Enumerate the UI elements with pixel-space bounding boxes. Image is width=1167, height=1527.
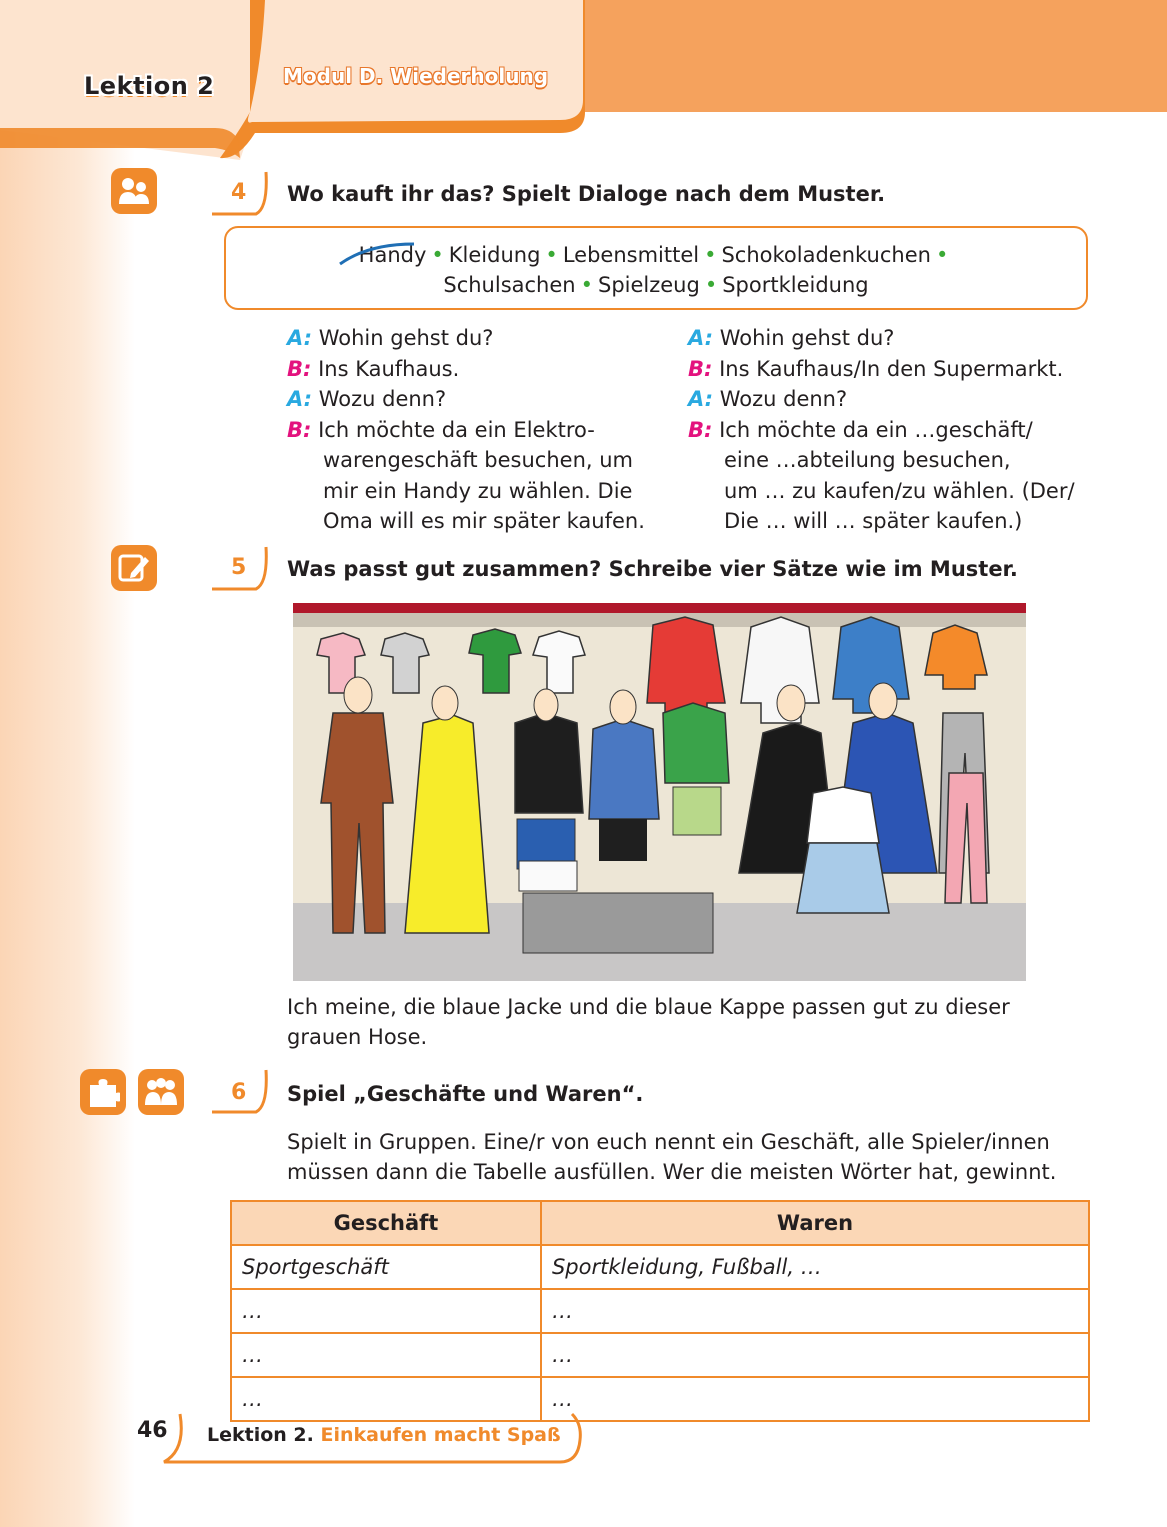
pair-work-icon — [111, 168, 157, 214]
column-header: Waren — [541, 1201, 1089, 1245]
task5-example — [287, 992, 1010, 1052]
task-number: 6 — [231, 1080, 247, 1105]
table-cell: Sportgeschäft — [231, 1245, 541, 1289]
table-cell: Sportkleidung, Fußball, … — [541, 1245, 1089, 1289]
group-work-icon — [138, 1069, 184, 1115]
example-line: Ich meine, die blaue Jacke und die blaue Kappe passen gut zu dieser — [287, 995, 1010, 1019]
instruction-line: müssen dann die Tabelle ausfüllen. Wer die meisten Wörter hat, gewinnt. — [287, 1160, 1057, 1184]
dialog-line: B: Ins Kaufhaus. — [287, 356, 460, 381]
dialog-line: A: Wozu denn? — [688, 387, 848, 411]
word: Spielzeug — [597, 273, 700, 297]
dialog-line: B: Ins Kaufhaus/In den Supermarkt. — [688, 356, 1064, 381]
left-margin-band — [0, 0, 135, 1527]
task6-instructions — [287, 1127, 1056, 1187]
dialog-line: eine …abteilung besuchen, — [724, 448, 1011, 472]
puzzle-icon — [80, 1069, 126, 1115]
dialog-line: B: Ich möchte da ein Elektro- — [287, 417, 595, 442]
dialog-line: A: Wohin gehst du? — [287, 326, 494, 350]
top-header-band — [585, 0, 1167, 112]
dialog-line: warengeschäft besuchen, um — [323, 448, 633, 472]
writing-icon — [111, 545, 157, 591]
footer-lesson-title: Einkaufen macht Spaß — [320, 1424, 561, 1446]
dialog-line: um … zu kaufen/zu wählen. (Der/ — [724, 478, 1075, 503]
clothing-store-illustration — [293, 603, 1026, 981]
word: Lebensmittel — [562, 243, 700, 267]
dialog-line: Oma will es mir später kaufen. — [323, 509, 645, 533]
dialog-line: mir ein Handy zu wählen. Die — [323, 478, 633, 503]
word-line-2: Schulsachen • Spielzeug • Sportkleidung — [443, 273, 869, 297]
dialog-line: A: Wohin gehst du? — [688, 326, 895, 350]
dialog-line: Die … will … später kaufen.) — [724, 509, 1023, 533]
task-number: 5 — [231, 555, 247, 580]
dialog-left — [287, 323, 645, 537]
page-number: 46 — [137, 1418, 168, 1443]
example-line: grauen Hose. — [287, 1025, 428, 1049]
dialog-right — [688, 323, 1075, 537]
column-header: Geschäft — [231, 1201, 541, 1245]
table-row — [231, 1333, 1089, 1377]
table-row — [231, 1289, 1089, 1333]
dialog-line: B: Ich möchte da ein …geschäft/ — [688, 417, 1033, 442]
table-header-row — [231, 1201, 1089, 1245]
table-cell: … — [541, 1333, 1089, 1377]
table-cell: … — [541, 1377, 1089, 1421]
word: Schokoladenkuchen — [721, 243, 931, 267]
word: Kleidung — [448, 243, 541, 267]
table-row — [231, 1245, 1089, 1289]
word: Sportkleidung — [722, 273, 869, 297]
lektion-badge: Lektion 2 — [84, 72, 215, 100]
task-number: 4 — [231, 180, 247, 205]
instruction-line: Spielt in Gruppen. Eine/r von euch nennt ein Geschäft, alle Spieler/innen — [287, 1130, 1050, 1154]
footer-lesson: Lektion 2. Einkaufen macht Spaß — [207, 1424, 561, 1446]
task-title: Spiel „Geschäfte und Waren“. — [287, 1082, 644, 1106]
task-title: Wo kauft ihr das? Spielt Dialoge nach dem Muster. — [287, 182, 886, 206]
word: Schulsachen — [443, 273, 576, 297]
shops-goods-table — [230, 1200, 1090, 1422]
task-title: Was passt gut zusammen? Schreibe vier Sätze wie im Muster. — [287, 557, 1018, 581]
word-box — [224, 226, 1088, 310]
dialog-line: A: Wozu denn? — [287, 387, 447, 411]
strike-through-mark — [338, 240, 418, 268]
table-cell: … — [231, 1377, 541, 1421]
word-crossed: Handy — [358, 243, 427, 267]
word-line-1: Handy • Kleidung • Lebensmittel • Schokoladenkuchen • — [226, 240, 1086, 270]
table-cell: … — [541, 1289, 1089, 1333]
modul-badge: Modul D. Wiederholung — [283, 64, 549, 88]
table-cell: … — [231, 1289, 541, 1333]
table-cell: … — [231, 1333, 541, 1377]
